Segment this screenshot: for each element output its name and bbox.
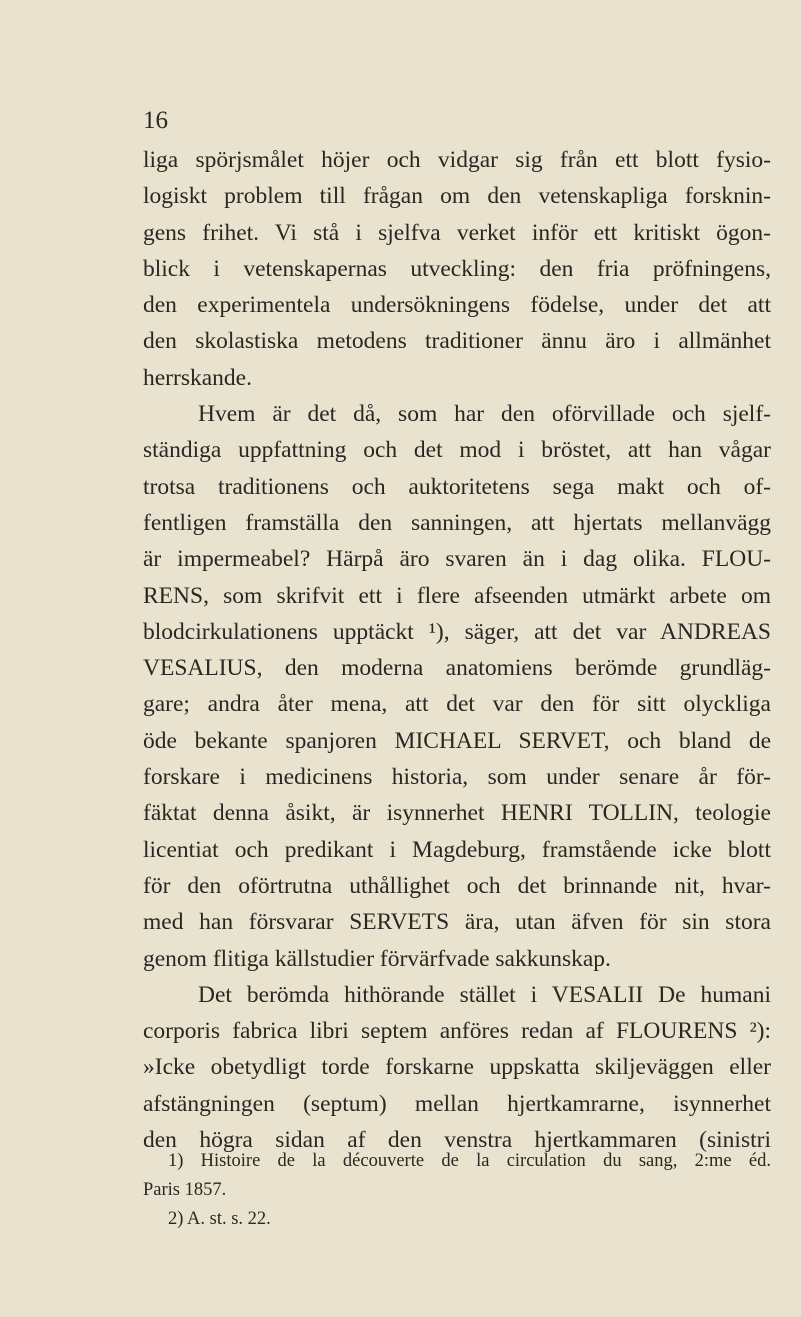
footnote-line: 2) A. st. s. 22. (168, 1209, 271, 1229)
text-line: trotsa traditionens och auktoritetens sega makt och of- (143, 473, 771, 500)
text-line: är impermeabel? Härpå äro svaren än i dag olika. FLOU- (143, 546, 771, 573)
text-line: fentligen framställa den sanningen, att hjertats mellanvägg (143, 509, 771, 536)
text-line: licentiat och predikant i Magdeburg, framstående icke blott (143, 836, 771, 863)
text-line: »Icke obetydligt torde forskarne uppskatta skiljeväggen eller (143, 1054, 771, 1081)
text-line: RENS, som skrifvit ett i flere afseenden utmärkt arbete om (143, 582, 771, 609)
text-line: blodcirkulationens upptäckt ¹), säger, att det var ANDREAS (143, 618, 771, 645)
text-line: fäktat denna åsikt, är isynnerhet HENRI TOLLIN, teologie (143, 800, 771, 827)
text-line: gare; andra åter mena, att det var den för sitt olyckliga (143, 691, 771, 718)
text-line: ständiga uppfattning och det mod i bröstet, att han vågar (143, 437, 771, 464)
text-line: genom flitiga källstudier förvärfvade sakkunskap. (143, 945, 611, 972)
footnote-line: 1) Histoire de la découverte de la circulation du sang, 2:me éd. (168, 1151, 771, 1171)
text-line: den skolastiska metodens traditioner ännu äro i allmänhet (143, 328, 771, 355)
text-line: gens frihet. Vi stå i sjelfva verket inför ett kritiskt ögon- (143, 219, 771, 246)
body-text (143, 142, 771, 1158)
text-line: afstängningen (septum) mellan hjertkamrarne, isynnerhet (143, 1090, 771, 1117)
text-line: den experimentela undersökningens födelse, under det att (143, 292, 771, 319)
text-line: corporis fabrica libri septem anföres redan af FLOURENS ²): (143, 1018, 771, 1045)
text-line: blick i vetenskapernas utveckling: den fria pröfningens, (143, 255, 771, 282)
text-line: Det berömda hithörande stället i VESALII De humani (198, 981, 771, 1008)
text-line: logiskt problem till frågan om den vetenskapliga forsknin- (143, 183, 771, 210)
text-line: för den oförtrutna uthållighet och det brinnande nit, hvar- (143, 872, 771, 899)
text-line: med han försvarar SERVETS ära, utan äfven för sin stora (143, 909, 771, 936)
page-number: 16 (143, 107, 168, 134)
text-line: Hvem är det då, som har den oförvillade och sjelf- (198, 401, 771, 428)
text-line: VESALIUS, den moderna anatomiens berömde grundläg- (143, 655, 771, 682)
text-line: forskare i medicinens historia, som under senare år för- (143, 764, 771, 791)
footnote-line: Paris 1857. (143, 1180, 227, 1200)
text-line: den högra sidan af den venstra hjertkammaren (sinistri (143, 1127, 771, 1154)
text-line: herrskande. (143, 364, 252, 391)
text-line: öde bekante spanjoren MICHAEL SERVET, och bland de (143, 727, 771, 754)
footnotes (143, 1147, 771, 1234)
text-line: liga spörjsmålet höjer och vidgar sig från ett blott fysio- (143, 147, 771, 173)
